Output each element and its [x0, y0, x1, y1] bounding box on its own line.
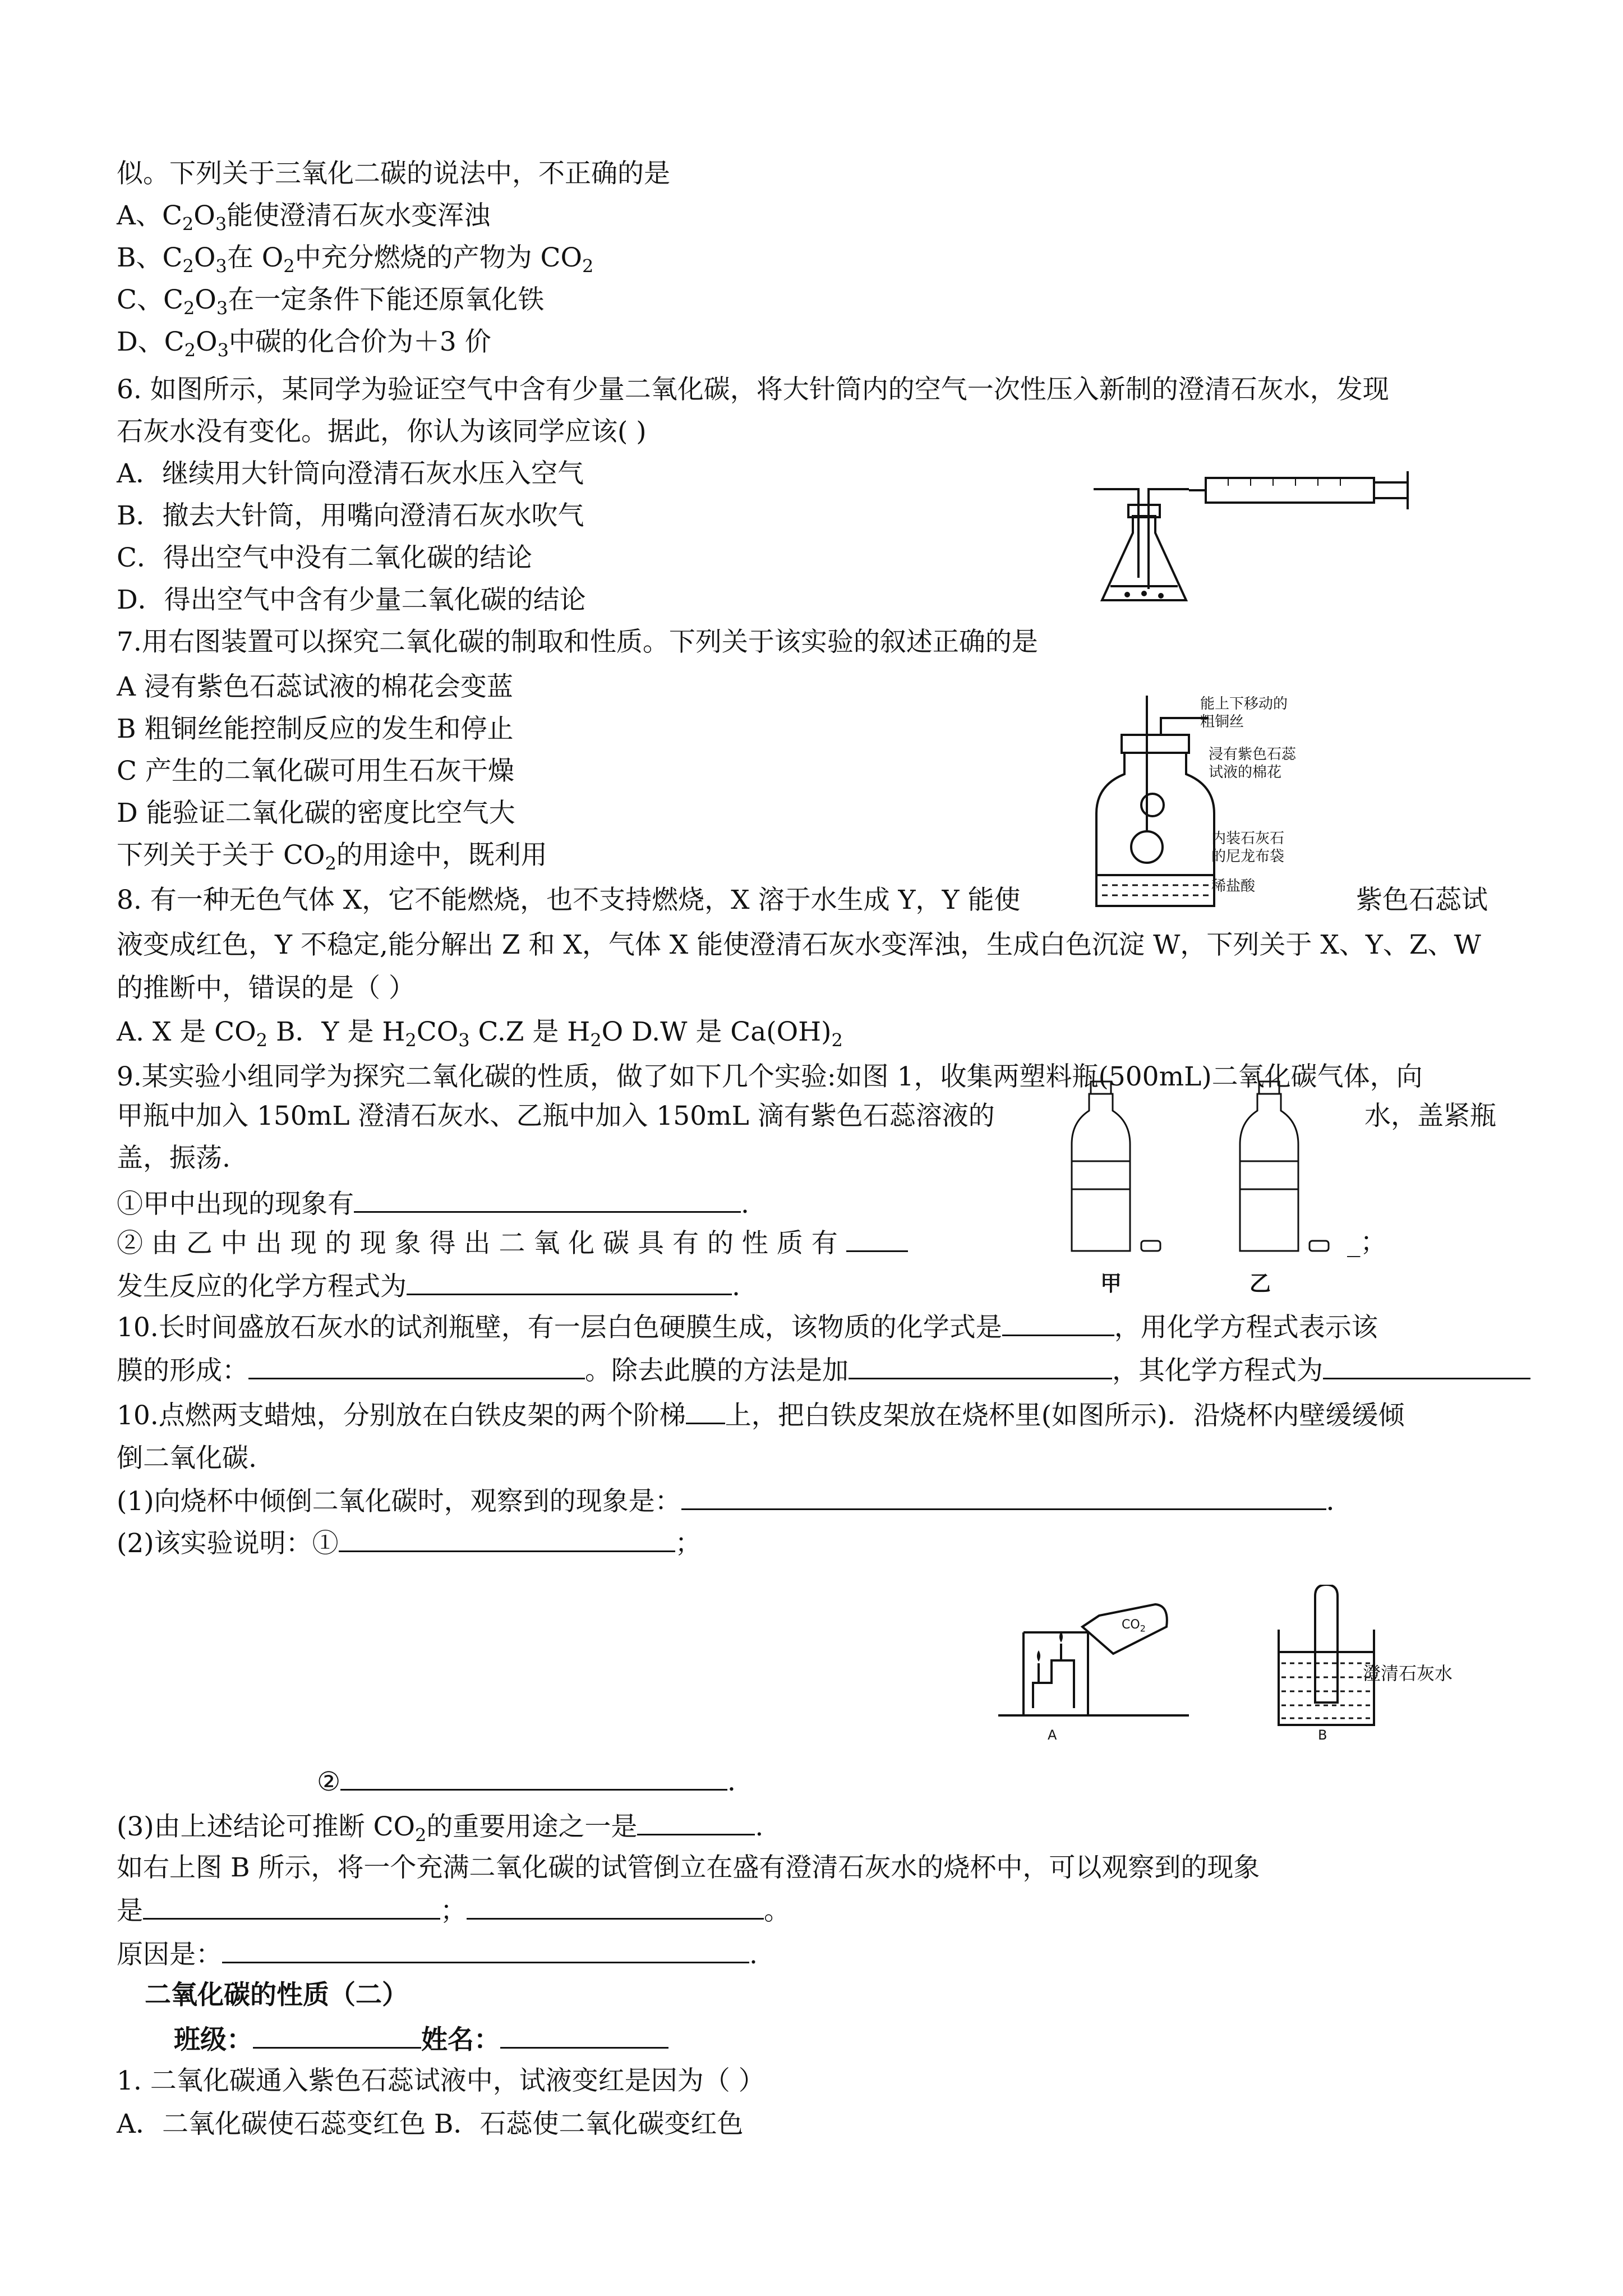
- text-line: A．二氧化碳使石蕊变红色 B．石蕊使二氧化碳变红色: [117, 2109, 744, 2139]
- option-a: A．继续用大针筒向澄清石灰水压入空气: [117, 458, 584, 489]
- question-9: 9.某实验小组同学为探究二氧化碳的性质，做了如下几个实验:如图 1，收集两塑料瓶(500mL)二氧化碳气体，向: [117, 1061, 1423, 1092]
- answer-blank[interactable]: [1323, 1353, 1530, 1379]
- text-line: 甲瓶中加入 150mL 澄清石灰水、乙瓶中加入 150mL 滴有紫色石蕊溶液的: [117, 1101, 995, 1131]
- text-line: 如右上图 B 所示，将一个充满二氧化碳的试管倒立在盛有澄清石灰水的烧杯中，可以观察到的现象: [117, 1852, 1260, 1883]
- text-line: 原因是： .: [117, 1937, 758, 1971]
- option-d: D．得出空气中含有少量二氧化碳的结论: [117, 585, 586, 615]
- rod-label: 能上下移动的: [1200, 696, 1288, 712]
- text-line: 膜的形成： 。除去此膜的方法是加 ，其化学方程式为: [117, 1353, 1530, 1387]
- acid-label: 稀盐酸: [1211, 878, 1256, 895]
- question-10b: 10.点燃两支蜡烛，分别放在白铁皮架的两个阶梯 上，把白铁皮架放在烧杯里(如图所示)．沿烧杯内壁缓缓倾: [117, 1398, 1404, 1432]
- text-line: 是 ； 。: [117, 1893, 790, 1927]
- option-d: D 能验证二氧化碳的密度比空气大: [117, 798, 515, 829]
- text-line: (3)由上述结论可推断 $CO_2$的重要用途之一是 .: [117, 1809, 763, 1843]
- answer-blank[interactable]: [339, 1526, 675, 1552]
- figure-a-label: A: [1048, 1727, 1057, 1743]
- question-7: 7.用右图装置可以探究二氧化碳的制取和性质。下列关于该实验的叙述正确的是: [117, 627, 1038, 657]
- text-line: (2)该实验说明：① ；: [117, 1526, 702, 1559]
- option-b: B 粗铜丝能控制反应的发生和停止: [117, 714, 514, 744]
- option-d: D、$C_2O_3$中碳的化合价为＋3 价: [117, 326, 491, 361]
- text-line: 倒二氧化碳.: [117, 1443, 257, 1474]
- option-c: C、$C_2O_3$在一定条件下能还原氧化铁: [117, 284, 545, 319]
- text-line: _；: [1347, 1227, 1387, 1258]
- question-6: 6. 如图所示，某同学为验证空气中含有少量二氧化碳，将大针筒内的空气一次性压入新制的澄清石灰水，发现: [117, 374, 1389, 405]
- option-b: B．撤去大针筒，用嘴向澄清石灰水吹气: [117, 500, 584, 531]
- cotton-label: 浸有紫色石蕊: [1209, 746, 1297, 763]
- option-a: A、$C_2O_3$能使澄清石灰水变浑浊: [117, 200, 491, 235]
- question-1: 1. 二氧化碳通入紫色石蕊试液中，试液变红是因为（ ）: [117, 2065, 765, 2096]
- text-line: 液变成红色，Y 不稳定,能分解出 Z 和 X，气体 X 能使澄清石灰水变浑浊，生成白色沉淀 W，下列关于 X、Y、Z、W: [117, 930, 1481, 960]
- answer-blank[interactable]: [354, 1186, 741, 1213]
- text-line: (1)向烧杯中倾倒二氧化碳时，观察到的现象是： ．: [117, 1484, 1353, 1517]
- test-tube-figure: [1270, 1585, 1382, 1728]
- text-line: 水，盖紧瓶: [1364, 1101, 1496, 1131]
- answer-blank[interactable]: [846, 1226, 908, 1252]
- option-c: C 产生的二氧化碳可用生石灰干燥: [117, 756, 514, 786]
- option-b: B、$C_2O_3$在 $O_2$中充分燃烧的产物为 $CO_2$: [117, 242, 594, 277]
- answer-blank[interactable]: [1002, 1310, 1114, 1336]
- answer-blank[interactable]: [248, 1353, 585, 1379]
- cotton-label: 试液的棉花: [1209, 764, 1282, 781]
- text-line: ①甲中出现的现象有 .: [117, 1186, 749, 1220]
- options-row: A. X 是 $CO_2$ B．Y 是 $H_2CO_3$ C.Z 是 $H_2O$ D.W 是 $Ca(OH)_2$: [117, 1016, 843, 1051]
- answer-blank[interactable]: [340, 1764, 727, 1791]
- option-c: C．得出空气中没有二氧化碳的结论: [117, 542, 532, 573]
- answer-blank[interactable]: [143, 1893, 440, 1920]
- bottle-yi-label: 乙: [1249, 1271, 1271, 1296]
- candle-experiment-figure: [998, 1593, 1189, 1731]
- text-line: 石灰水没有变化。据此，你认为该同学应该( ): [117, 416, 647, 447]
- class-field[interactable]: [253, 2022, 421, 2049]
- text-line: 下列关于关于 $CO_2$的用途中，既利用: [117, 840, 547, 875]
- answer-blank[interactable]: [467, 1893, 764, 1920]
- text-line: 盖，振荡.: [117, 1143, 230, 1174]
- answer-blank[interactable]: [849, 1353, 1112, 1379]
- name-field[interactable]: [500, 2022, 668, 2049]
- answer-blank[interactable]: [222, 1937, 749, 1963]
- question-10: 10.长时间盛放石灰水的试剂瓶壁，有一层白色硬膜生成，该物质的化学式是 ，用化学方程式表示该: [117, 1310, 1378, 1343]
- text-line: 紫色石蕊试: [1356, 885, 1488, 915]
- text-line: 的推断中，错误的是（ ）: [117, 973, 415, 1004]
- bottles-figure: [1060, 1077, 1335, 1273]
- answer-blank[interactable]: [681, 1484, 1326, 1510]
- text-line: 发生反应的化学方程式为 .: [117, 1269, 740, 1303]
- rod-label: 粗铜丝: [1200, 714, 1244, 730]
- option-a: A 浸有紫色石蕊试液的棉花会变蓝: [117, 671, 513, 702]
- co2-bottle-label: $CO_2$: [1122, 1618, 1146, 1634]
- syringe-flask-figure: [1094, 466, 1419, 611]
- class-name-row: 班级： 姓名：: [174, 2022, 668, 2056]
- answer-blank[interactable]: [637, 1809, 755, 1835]
- answer-blank[interactable]: [686, 1398, 725, 1424]
- text-line: ② 由 乙 中 出 现 的 现 象 得 出 二 氧 化 碳 具 有 的 性 质 有: [117, 1226, 908, 1259]
- bag-label: 的尼龙布袋: [1211, 848, 1285, 865]
- text-line: 似。下列关于三氧化二碳的说法中，不正确的是: [117, 158, 670, 189]
- answer-blank[interactable]: [407, 1269, 732, 1295]
- text-line: ② ．: [317, 1764, 754, 1798]
- figure-b-label: B: [1318, 1727, 1327, 1743]
- bottle-jia-label: 甲: [1100, 1271, 1122, 1296]
- bag-label: 内装石灰石: [1211, 830, 1285, 847]
- limewater-label: 澄清石灰水: [1363, 1663, 1453, 1684]
- section-title: 二氧化碳的性质（二）: [145, 1980, 408, 2010]
- question-8: 8. 有一种无色气体 X，它不能燃烧，也不支持燃烧，X 溶于水生成 Y，Y 能使: [117, 885, 1021, 915]
